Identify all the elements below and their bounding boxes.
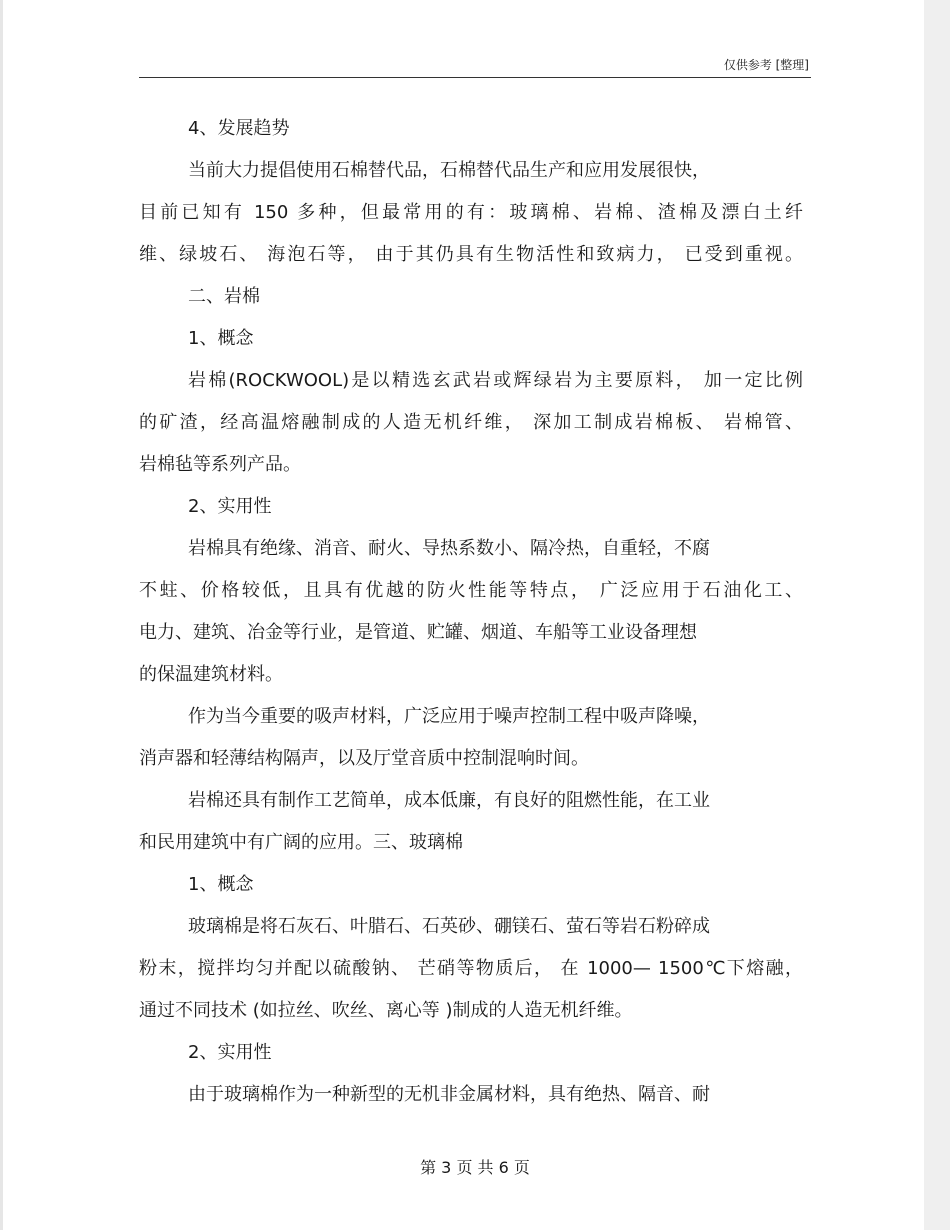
- paragraph-line: 目前已知有 150 多种，但最常用的有：玻璃棉、岩棉、渣棉及漂白土纤: [139, 202, 803, 223]
- paragraph-line: 岩棉毡等系列产品。: [139, 454, 301, 475]
- header-text: 仅供参考 [整理]: [723, 58, 809, 72]
- paragraph-line: 由于玻璃棉作为一种新型的无机非金属材料，具有绝热、隔音、耐: [188, 1084, 710, 1105]
- paragraph-line: 岩棉还具有制作工艺简单，成本低廉，有良好的阻燃性能，在工业: [188, 790, 710, 811]
- heading-practicality: 2、实用性: [188, 1042, 272, 1063]
- paragraph-line: 玻璃棉是将石灰石、叶腊石、石英砂、硼镁石、萤石等岩石粉碎成: [188, 916, 710, 937]
- paragraph-line: 电力、建筑、冶金等行业，是管道、贮罐、烟道、车船等工业设备理想: [139, 622, 697, 643]
- page-right-margin: [924, 0, 950, 1230]
- paragraph-line: 的矿渣，经高温熔融制成的人造无机纤维， 深加工制成岩棉板、 岩棉管、: [139, 412, 803, 433]
- page-header: [139, 53, 811, 78]
- paragraph-line: 岩棉具有绝缘、消音、耐火、导热系数小、隔冷热，自重轻，不腐: [188, 538, 710, 559]
- paragraph-line: 当前大力提倡使用石棉替代品，石棉替代品生产和应用发展很快，: [188, 160, 710, 181]
- heading-rock-wool: 二、岩棉: [188, 286, 260, 307]
- paragraph-line: 通过不同技术 (如拉丝、吹丝、离心等 )制成的人造无机纤维。: [139, 1000, 633, 1021]
- paragraph-line: 消声器和轻薄结构隔声，以及厅堂音质中控制混响时间。: [139, 748, 589, 769]
- paragraph-line: 维、绿坡石、 海泡石等， 由于其仍具有生物活性和致病力， 已受到重视。: [139, 244, 803, 265]
- heading-concept: 1、概念: [188, 874, 254, 895]
- heading-development-trend: 4、发展趋势: [188, 118, 290, 139]
- paragraph-line: 作为当今重要的吸声材料，广泛应用于噪声控制工程中吸声降噪，: [188, 706, 710, 727]
- page-footer: 第 3 页 共 6 页: [420, 1158, 530, 1177]
- heading-practicality: 2、实用性: [188, 496, 272, 517]
- paragraph-line: 的保温建筑材料。: [139, 664, 283, 685]
- page-left-edge: [0, 0, 3, 1230]
- paragraph-line: 不蛀、价格较低，且具有优越的防火性能等特点， 广泛应用于石油化工、: [139, 580, 803, 601]
- paragraph-line: 粉末，搅拌均匀并配以硫酸钠、 芒硝等物质后， 在 1000— 1500℃下熔融，: [139, 958, 803, 979]
- paragraph-line: 岩棉(ROCKWOOL)是以精选玄武岩或辉绿岩为主要原料， 加一定比例: [188, 370, 803, 391]
- paragraph-line: 和民用建筑中有广阔的应用。三、玻璃棉: [139, 832, 463, 853]
- heading-concept: 1、概念: [188, 328, 254, 349]
